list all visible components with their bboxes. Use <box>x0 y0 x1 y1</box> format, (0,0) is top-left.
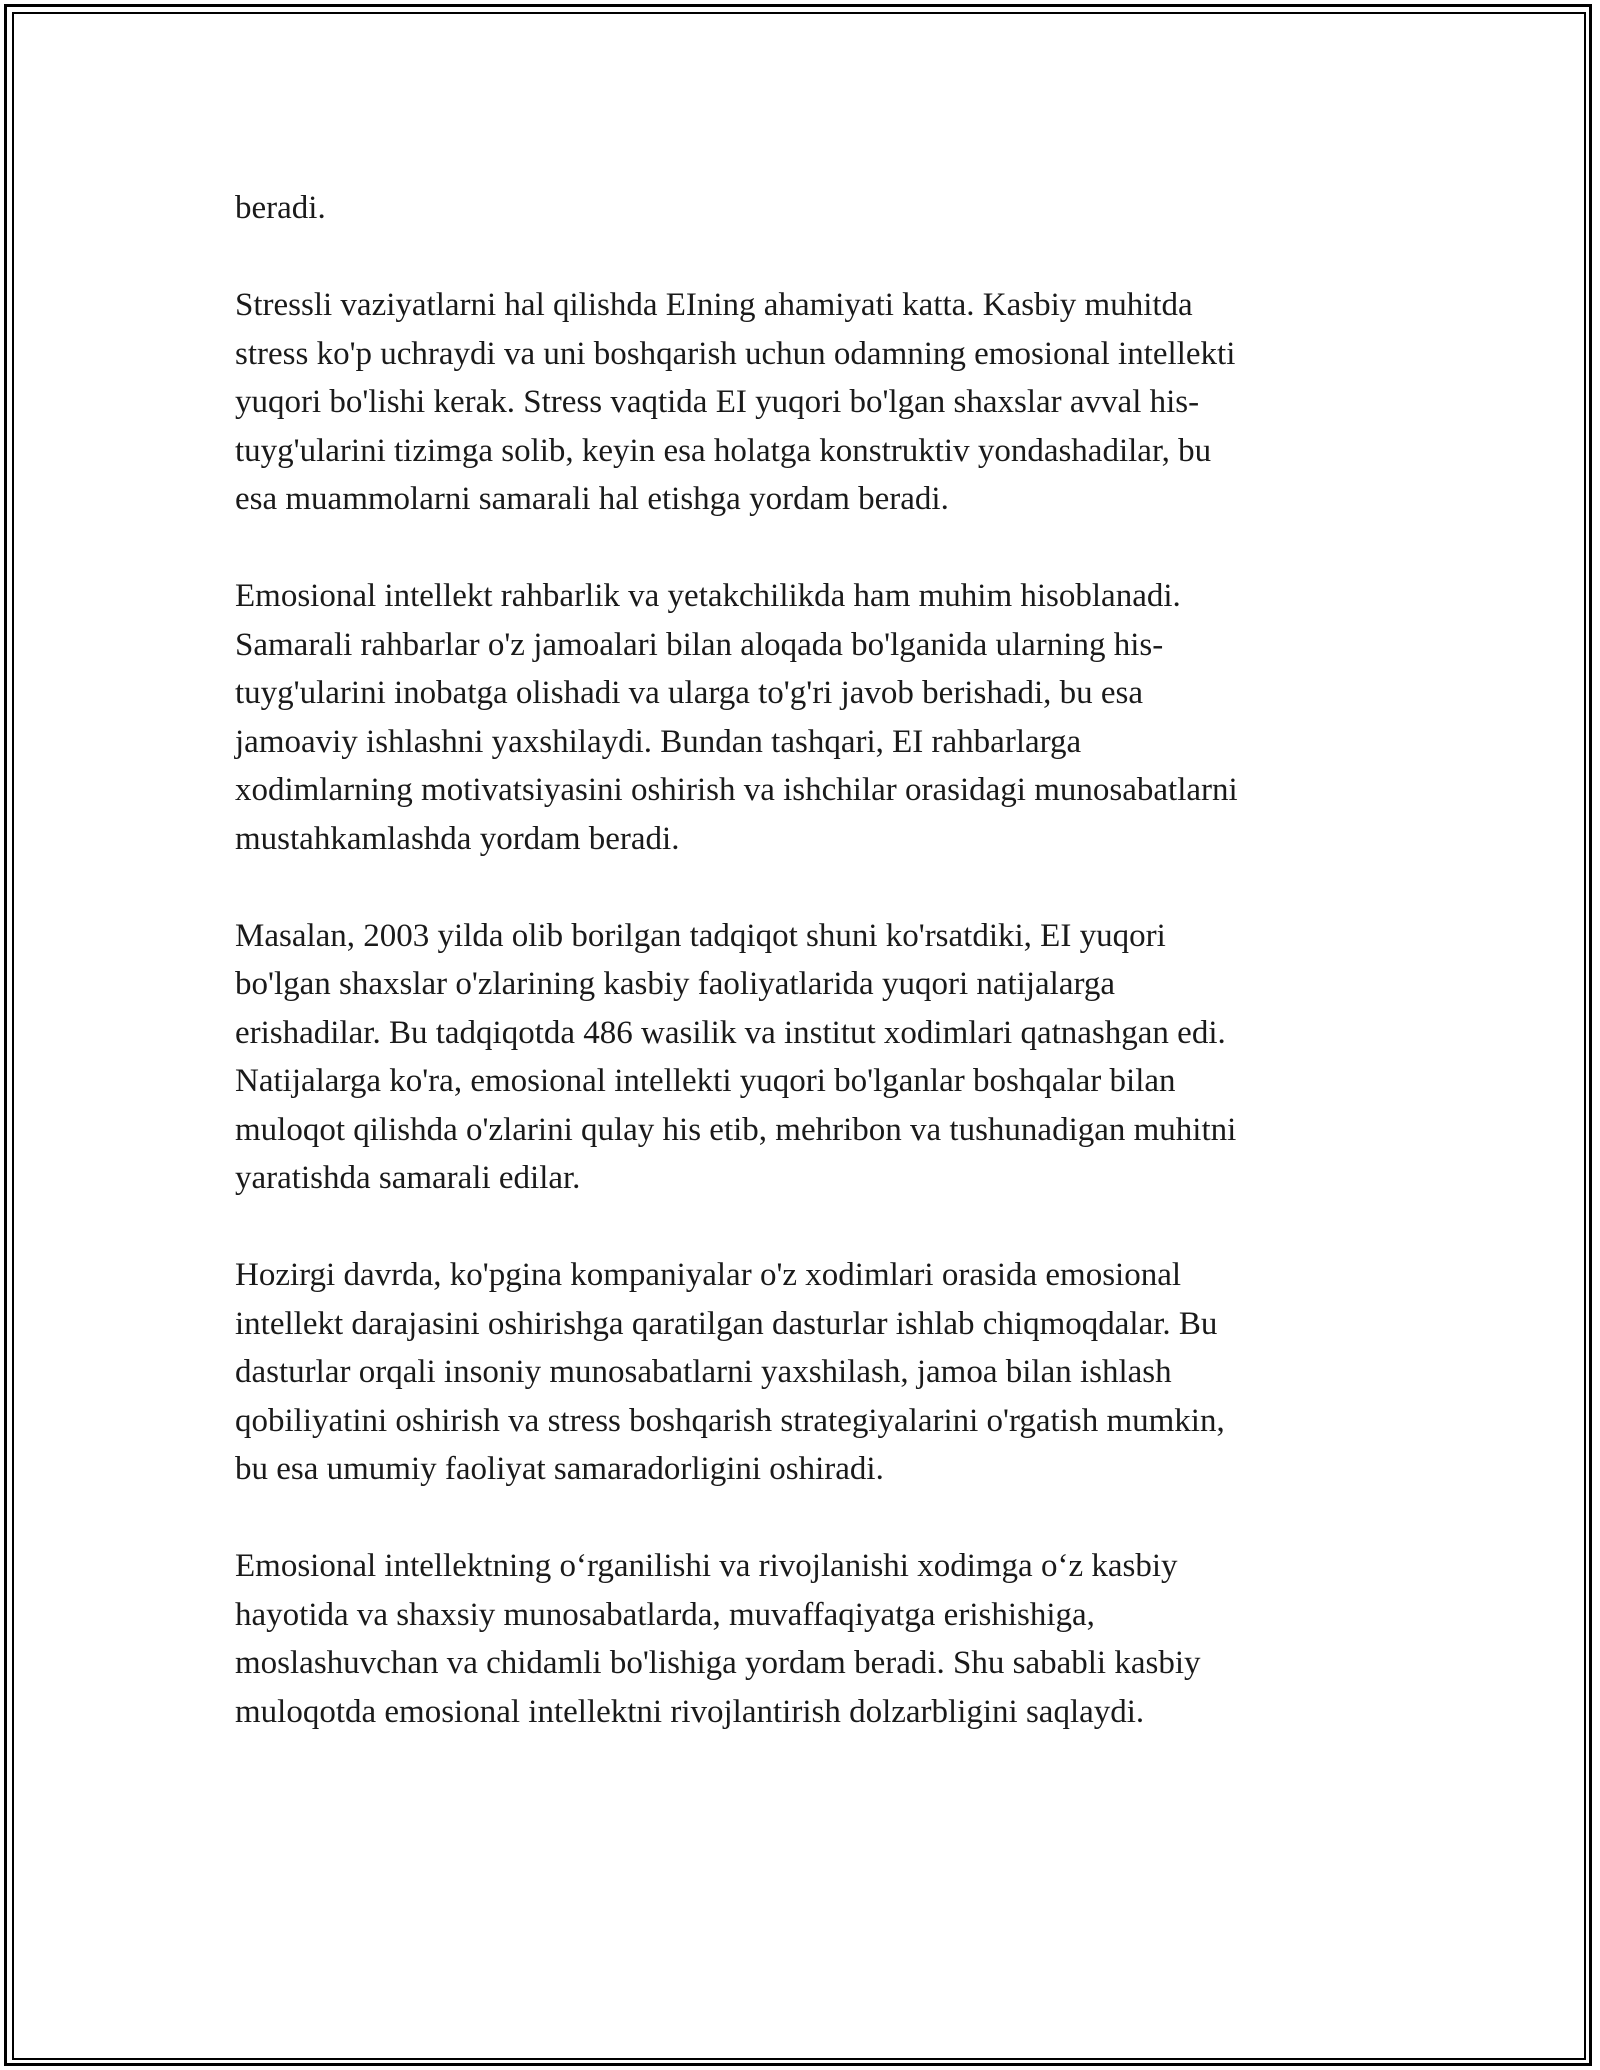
text-line: yaratishda samarali edilar. <box>235 1160 581 1196</box>
text-line: Stressli vaziyatlarni hal qilishda EIning ahamiyati katta. Kasbiy muhitda <box>235 287 1193 323</box>
text-line: Emosional intellektning o‘rganilishi va rivojlanishi xodimga o‘z kasbiy <box>235 1548 1178 1584</box>
text-line: bu esa umumiy faoliyat samaradorligini oshiradi. <box>235 1451 884 1487</box>
text-line: Emosional intellekt rahbarlik va yetakchilikda ham muhim hisoblanadi. <box>235 578 1181 614</box>
text-line: mustahkamlashda yordam beradi. <box>235 820 680 857</box>
text-line: qobiliyatini oshirish va stress boshqarish strategiyalarini o'rgatish mumkin, <box>235 1402 1225 1439</box>
text-line: Masalan, 2003 yilda olib borilgan tadqiqot shuni ko'rsatdiki, EI yuqori <box>235 917 1166 954</box>
text-line: stress ko'p uchraydi va uni boshqarish uchun odamning emosional intellekti <box>235 335 1236 372</box>
text-line: dasturlar orqali insoniy munosabatlarni yaxshilash, jamoa bilan ishlash <box>235 1354 1172 1390</box>
text-line: bo'lgan shaxslar o'zlarining kasbiy faoliyatlarida yuqori natijalarga <box>235 966 1116 1002</box>
text-line: jamoaviy ishlashni yaxshilaydi. Bundan tashqari, EI rahbarlarga <box>235 723 1082 760</box>
paragraph <box>235 912 1365 1203</box>
text-line: Hozirgi davrda, ko'pgina kompaniyalar o'z xodimlari orasida emosional <box>235 1257 1182 1293</box>
text-line: hayotida va shaxsiy munosabatlarda, muvaffaqiyatga erishishiga, <box>235 1596 1095 1633</box>
document-body <box>235 184 1365 1785</box>
paragraph <box>235 281 1365 524</box>
text-line: muloqotda emosional intellektni rivojlantirish dolzarbligini saqlaydi. <box>235 1693 1145 1730</box>
text-line: xodimlarning motivatsiyasini oshirish va ishchilar orasidagi munosabatlarni <box>235 772 1238 808</box>
text-line: yuqori bo'lishi kerak. Stress vaqtida EI yuqori bo'lgan shaxslar avval his- <box>235 384 1200 420</box>
text-line: tuyg'ularini inobatga olishadi va ularga to'g'ri javob berishadi, bu esa <box>235 675 1144 711</box>
text-line: Samarali rahbarlar o'z jamoalari bilan aloqada bo'lganida ularning his- <box>235 626 1164 663</box>
paragraph <box>235 1542 1365 1736</box>
paragraph <box>235 572 1365 863</box>
text-line: muloqot qilishda o'zlarini qulay his etib, mehribon va tushunadigan muhitni <box>235 1111 1237 1148</box>
text-line: Natijalarga ko'ra, emosional intellekti yuqori bo'lganlar boshqalar bilan <box>235 1063 1176 1099</box>
text-line: esa muammolarni samarali hal etishga yordam beradi. <box>235 481 949 517</box>
text-line: beradi. <box>235 190 326 226</box>
paragraph <box>235 184 1365 233</box>
text-line: intellekt darajasini oshirishga qaratilgan dasturlar ishlab chiqmoqdalar. Bu <box>235 1305 1218 1342</box>
text-line: erishadilar. Bu tadqiqotda 486 wasilik va institut xodimlari qatnashgan edi. <box>235 1014 1226 1051</box>
text-line: moslashuvchan va chidamli bo'lishiga yordam beradi. Shu sababli kasbiy <box>235 1645 1201 1681</box>
text-line: tuyg'ularini tizimga solib, keyin esa holatga konstruktiv yondashadilar, bu <box>235 432 1212 469</box>
paragraph <box>235 1251 1365 1494</box>
